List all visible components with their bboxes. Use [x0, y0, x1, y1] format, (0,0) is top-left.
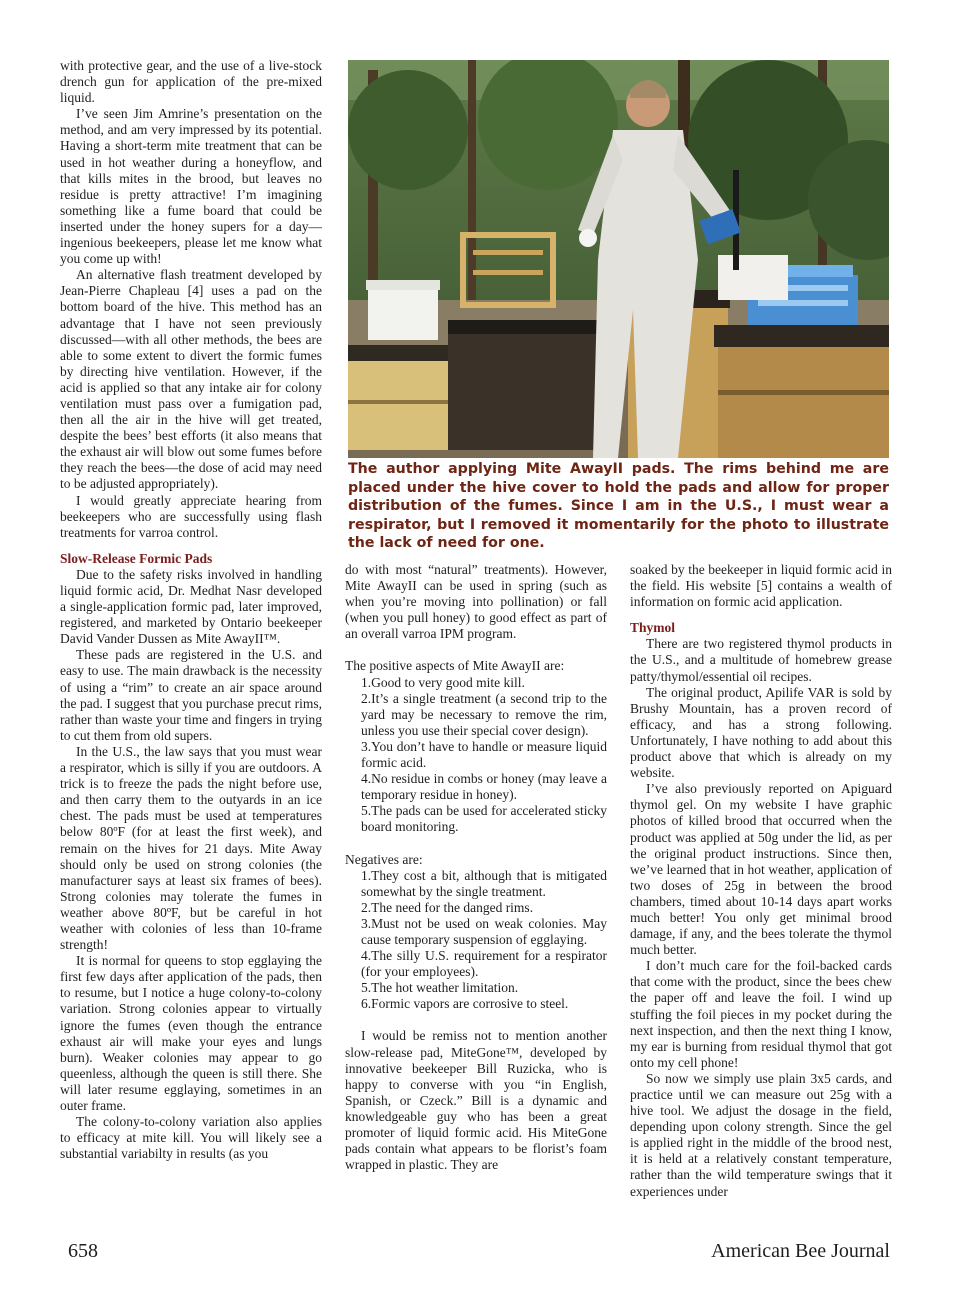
paragraph: An alternative flash treatment developed by Jean-Pierre Chapleau [4] uses a pad on the bottom board of the hive. This method has an advantage that I have not seen previously discussed—with all other methods, the bees are able to some extent to divert the formic fumes by directing hive ventilation. However, if the acid is applied so that any intake air for colony ventilation must pass over a fumigation pad, then all the air in the hive will get treated, despite the bees’ best efforts (it also means that the exhaust air will blow out some fumes before they reach the bees—the dose of acid may need to be adjusted appropriately).: [60, 267, 322, 492]
list-item: 2.It’s a single treatment (a second trip to the yard may be necessary to remove the rim, unless you use their special cover design).: [361, 690, 607, 738]
paragraph: I would greatly appreciate hearing from beekeepers who are successfully using flash treatments for varroa control.: [60, 492, 322, 540]
photo-caption: The author applying Mite AwayII pads. The rims behind me are placed under the hive cover to hold the pads and allow for proper distribution of the fumes. Since I am in the U.S., I must wear a respirator, but I removed it momentarily for the photo to illustrate the lack of need for one.: [348, 461, 889, 552]
paragraph: It is normal for queens to stop egglaying the first few days after application of the pads, then to resume, but I notice a huge colony-to-colony variation. Strong colonies appear to virtually ignore the fumes (even though the entrance exhaust air will make your eyes and lungs burn). Weaker colonies may appear to go queenless, although the queen is still there. She will later resume egglaying, sometimes in an outer frame.: [60, 953, 322, 1113]
paragraph: Due to the safety risks involved in handling liquid formic acid, Dr. Medhat Nasr developed a single-application formic pad, later improved, registered, and marketed by Ontario beekeeper David Vander Dussen as Mite AwayII™.: [60, 566, 322, 647]
middle-column: [345, 562, 607, 1173]
paragraph: I don’t much care for the foil-backed cards that come with the product, since the bees chew the paper off and leave the foil. I wind up stuffing the foil pieces in my pocket during the next inspection, and then the next thing I know, my ear is burning from residual thymol that got onto my cell phone!: [630, 958, 892, 1070]
paragraph: There are two registered thymol products in the U.S., and a multitude of homebrew grease patty/thymol/essential oil recipes.: [630, 636, 892, 684]
section-heading-formic-pads: Slow-Release Formic Pads: [60, 550, 213, 566]
paragraph: do with most “natural” treatments). However, Mite AwayII can be used in spring (such as when you’re moving into pollination) or fall (when you pull honey) to good effect as part of an overall varroa IPM program.: [345, 562, 607, 642]
paragraph: I would be remiss not to mention another slow-release pad, MiteGone™, developed by innovative beekeeper Bill Ruzicka, who is happy to converse with you “in English, Spanish, or Czeck.” Bill is a dynamic and knowledgeable guy who has been a great promoter of liquid formic acid. His MiteGone pads contain what appears to be florist’s foam wrapped in plastic. They are: [345, 1028, 607, 1173]
right-column: [630, 562, 892, 1200]
paragraph: I’ve seen Jim Amrine’s presentation on the method, and am very impressed by its potential. Having a short-term mite treatment that can be used in hot weather during a honeyflow, and that kills mites in the brood, but leaves no residue is pretty attractive! I’m imagining something like a fume board that could be inserted under the honey supers for a day—ingenious beekeepers, please let me know what you come up with!: [60, 106, 322, 267]
list-item: 1.Good to very good mite kill.: [361, 674, 525, 690]
paragraph: with protective gear, and the use of a live-stock drench gun for application of the pre-mixed liquid.: [60, 58, 322, 106]
left-column: [60, 58, 322, 1162]
list-item: 1.They cost a bit, although that is mitigated somewhat by the single treatment.: [361, 867, 607, 899]
paragraph: In the U.S., the law says that you must wear a respirator, which is silly if you are outdoors. A trick is to freeze the pads the night before use, and then carry them to the outyards in an ice chest. The pads must be used at temperatures below 80ºF (for at least the first week), and remain on the hives for 21 days. Mite Away should only be used on strong colonies (the manufacturer says at least six frames of bees). Strong colonies may tolerate the fumes in weather above 80ºF, but be careful in hot weather with colonies of less than 10-frame strength!: [60, 743, 322, 953]
positives-intro: The positive aspects of Mite AwayII are:: [345, 658, 565, 674]
section-heading-thymol: Thymol: [630, 620, 676, 636]
list-item: 4.The silly U.S. requirement for a respirator (for your employees).: [361, 948, 607, 980]
list-item: 6.Formic vapors are corrosive to steel.: [361, 996, 569, 1012]
list-item: 3.Must not be used on weak colonies. May cause temporary suspension of egglaying.: [361, 915, 607, 947]
list-item: 5.The pads can be used for accelerated sticky board monitoring.: [361, 803, 607, 835]
journal-title: American Bee Journal: [711, 1240, 890, 1262]
negatives-intro: Negatives are:: [345, 851, 423, 867]
list-item: 3.You don’t have to handle or measure liquid formic acid.: [361, 738, 607, 771]
list-item: 4.No residue in combs or honey (may leave a temporary residue in honey).: [361, 771, 607, 803]
paragraph: These pads are registered in the U.S. and easy to use. The main drawback is the necessity of using a “rim” to create an air space around the pad. I suggest that you purchase precut rims, rather than waste your time and fingers in trying to cut them from old supers.: [60, 647, 322, 743]
paragraph: The original product, Apilife VAR is sold by Brushy Mountain, has a proven record of efficacy, and has a strong following. Unfortunately, I have nothing to add about this product above that which is already on my website.: [630, 684, 892, 781]
article-photo: [348, 60, 889, 458]
paragraph: So now we simply use plain 3x5 cards, and practice until we can measure out 25g with a hive tool. We adjust the dosage in the field, depending upon colony strength. Since the gel is applied right in the middle of the brood nest, it is held at a relatively constant temperature, rather than the wild temperature swings that it experiences under: [630, 1070, 892, 1199]
paragraph: The colony-to-colony variation also applies to efficacy at mite kill. You will likely see a substantial variabilty in results (as you: [60, 1114, 322, 1162]
paragraph: soaked by the beekeeper in liquid formic acid in the field. His website [5] contains a wealth of information on formic acid application.: [630, 562, 892, 610]
list-item: 2.The need for the danged rims.: [361, 899, 534, 915]
page-number: 658: [68, 1240, 98, 1262]
list-item: 5.The hot weather limitation.: [361, 980, 519, 996]
paragraph: I’ve also previously reported on Apiguard thymol gel. On my website I have graphic photos of killed brood that occurred when the product was applied at 50g under the lid, as per the original product instructions. Since then, we’ve learned that in hot weather, application of two doses of 25g in between the brood chambers, timed about 10-14 days apart works much better! You only get minimal brood damage, if any, and the bees tolerate the thymol much better.: [630, 781, 892, 958]
